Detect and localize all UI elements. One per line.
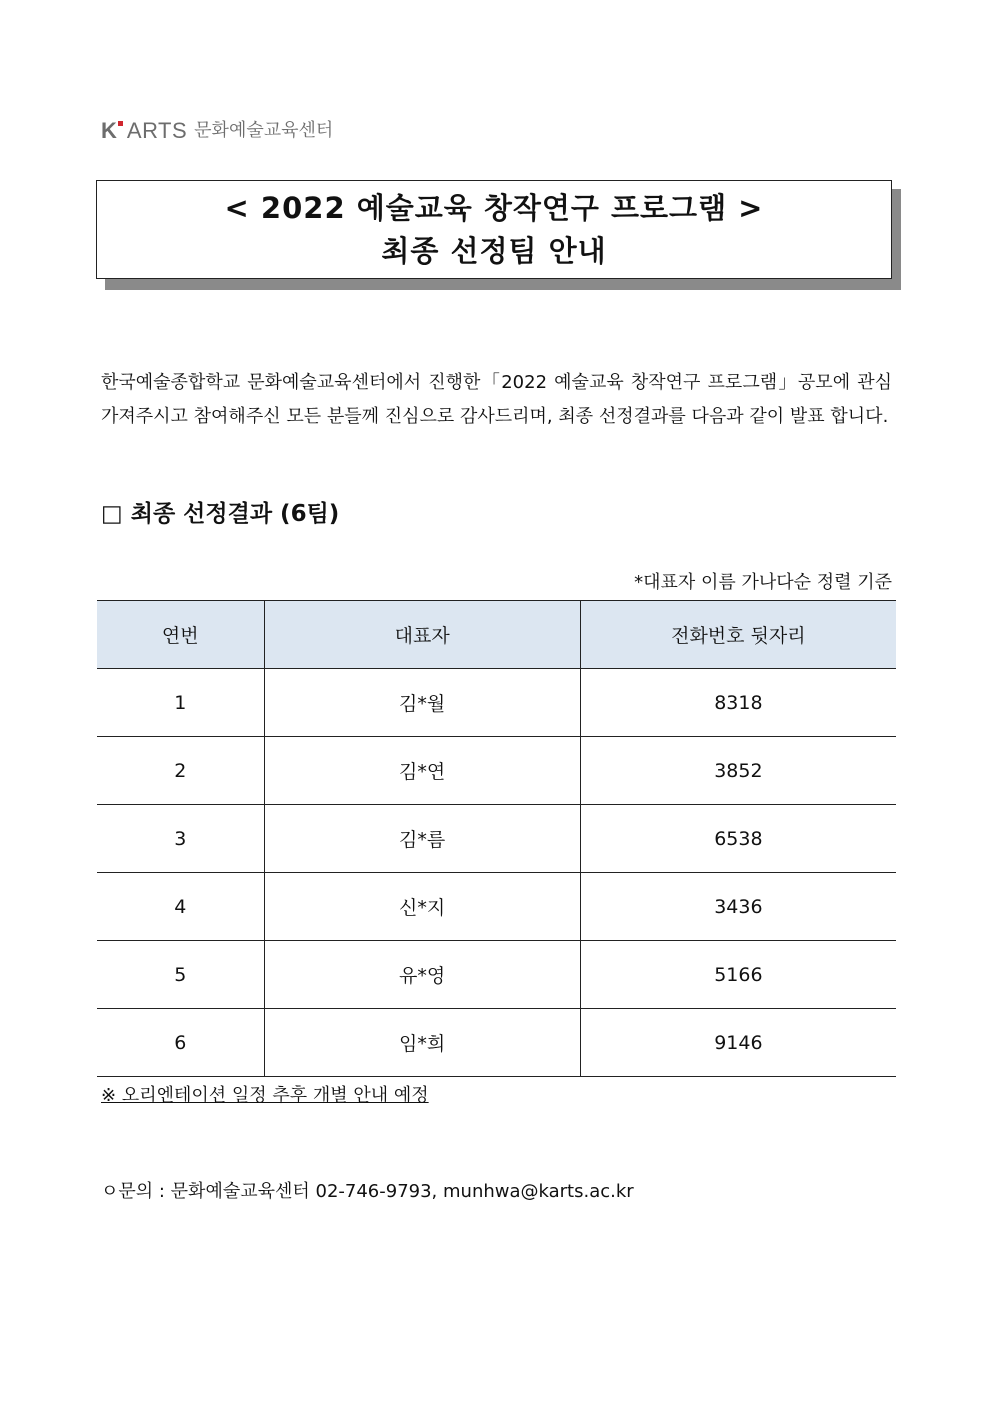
cell-representative: 임*희 xyxy=(264,1009,580,1077)
orientation-note: ※ 오리엔테이션 일정 추후 개별 안내 예정 xyxy=(101,1085,429,1106)
cell-phone-digits: 3852 xyxy=(580,737,896,805)
intro-paragraph: 한국예술종합학교 문화예술교육센터에서 진행한「2022 예술교육 창작연구 프로그램」공모에 관심 가져주시고 참여해주신 모든 분들께 진심으로 감사드리며, 최종 선정결과를 다음과 같이 발표 합니다. xyxy=(101,372,892,427)
table-row xyxy=(97,737,896,805)
logo-arts-text: ARTS xyxy=(126,118,188,143)
table-row xyxy=(97,1009,896,1077)
cell-phone-digits: 3436 xyxy=(580,873,896,941)
table-row xyxy=(97,669,896,737)
results-table xyxy=(97,600,896,1077)
header-phone-digits: 전화번호 뒷자리 xyxy=(580,601,896,669)
karts-logo xyxy=(101,118,333,144)
cell-representative: 김*연 xyxy=(264,737,580,805)
table-row xyxy=(97,805,896,873)
logo-red-dot xyxy=(118,121,123,126)
cell-phone-digits: 8318 xyxy=(580,669,896,737)
cell-number: 5 xyxy=(97,941,264,1009)
title-box xyxy=(96,180,892,279)
cell-representative: 신*지 xyxy=(264,873,580,941)
cell-number: 2 xyxy=(97,737,264,805)
table-header-row xyxy=(97,601,896,669)
cell-number: 6 xyxy=(97,1009,264,1077)
title-line-2: 최종 선정팀 안내 xyxy=(381,233,607,268)
cell-phone-digits: 6538 xyxy=(580,805,896,873)
contact-info: ㅇ문의 : 문화예술교육센터 02-746-9793, munhwa@karts.ac.kr xyxy=(101,1181,634,1202)
cell-representative: 유*영 xyxy=(264,941,580,1009)
table-row xyxy=(97,873,896,941)
table-row xyxy=(97,941,896,1009)
logo-center-name: 문화예술교육센터 xyxy=(194,120,334,141)
cell-representative: 김*름 xyxy=(264,805,580,873)
sort-note: *대표자 이름 가나다순 정렬 기준 xyxy=(634,572,892,593)
title-line-1: < 2022 예술교육 창작연구 프로그램 > xyxy=(224,190,764,225)
logo-mark: K xyxy=(101,118,117,143)
header-number: 연번 xyxy=(97,601,264,669)
cell-phone-digits: 5166 xyxy=(580,941,896,1009)
cell-representative: 김*월 xyxy=(264,669,580,737)
cell-number: 3 xyxy=(97,805,264,873)
section-heading: □ 최종 선정결과 (6팀) xyxy=(101,501,340,527)
cell-number: 1 xyxy=(97,669,264,737)
cell-phone-digits: 9146 xyxy=(580,1009,896,1077)
header-representative: 대표자 xyxy=(264,601,580,669)
cell-number: 4 xyxy=(97,873,264,941)
